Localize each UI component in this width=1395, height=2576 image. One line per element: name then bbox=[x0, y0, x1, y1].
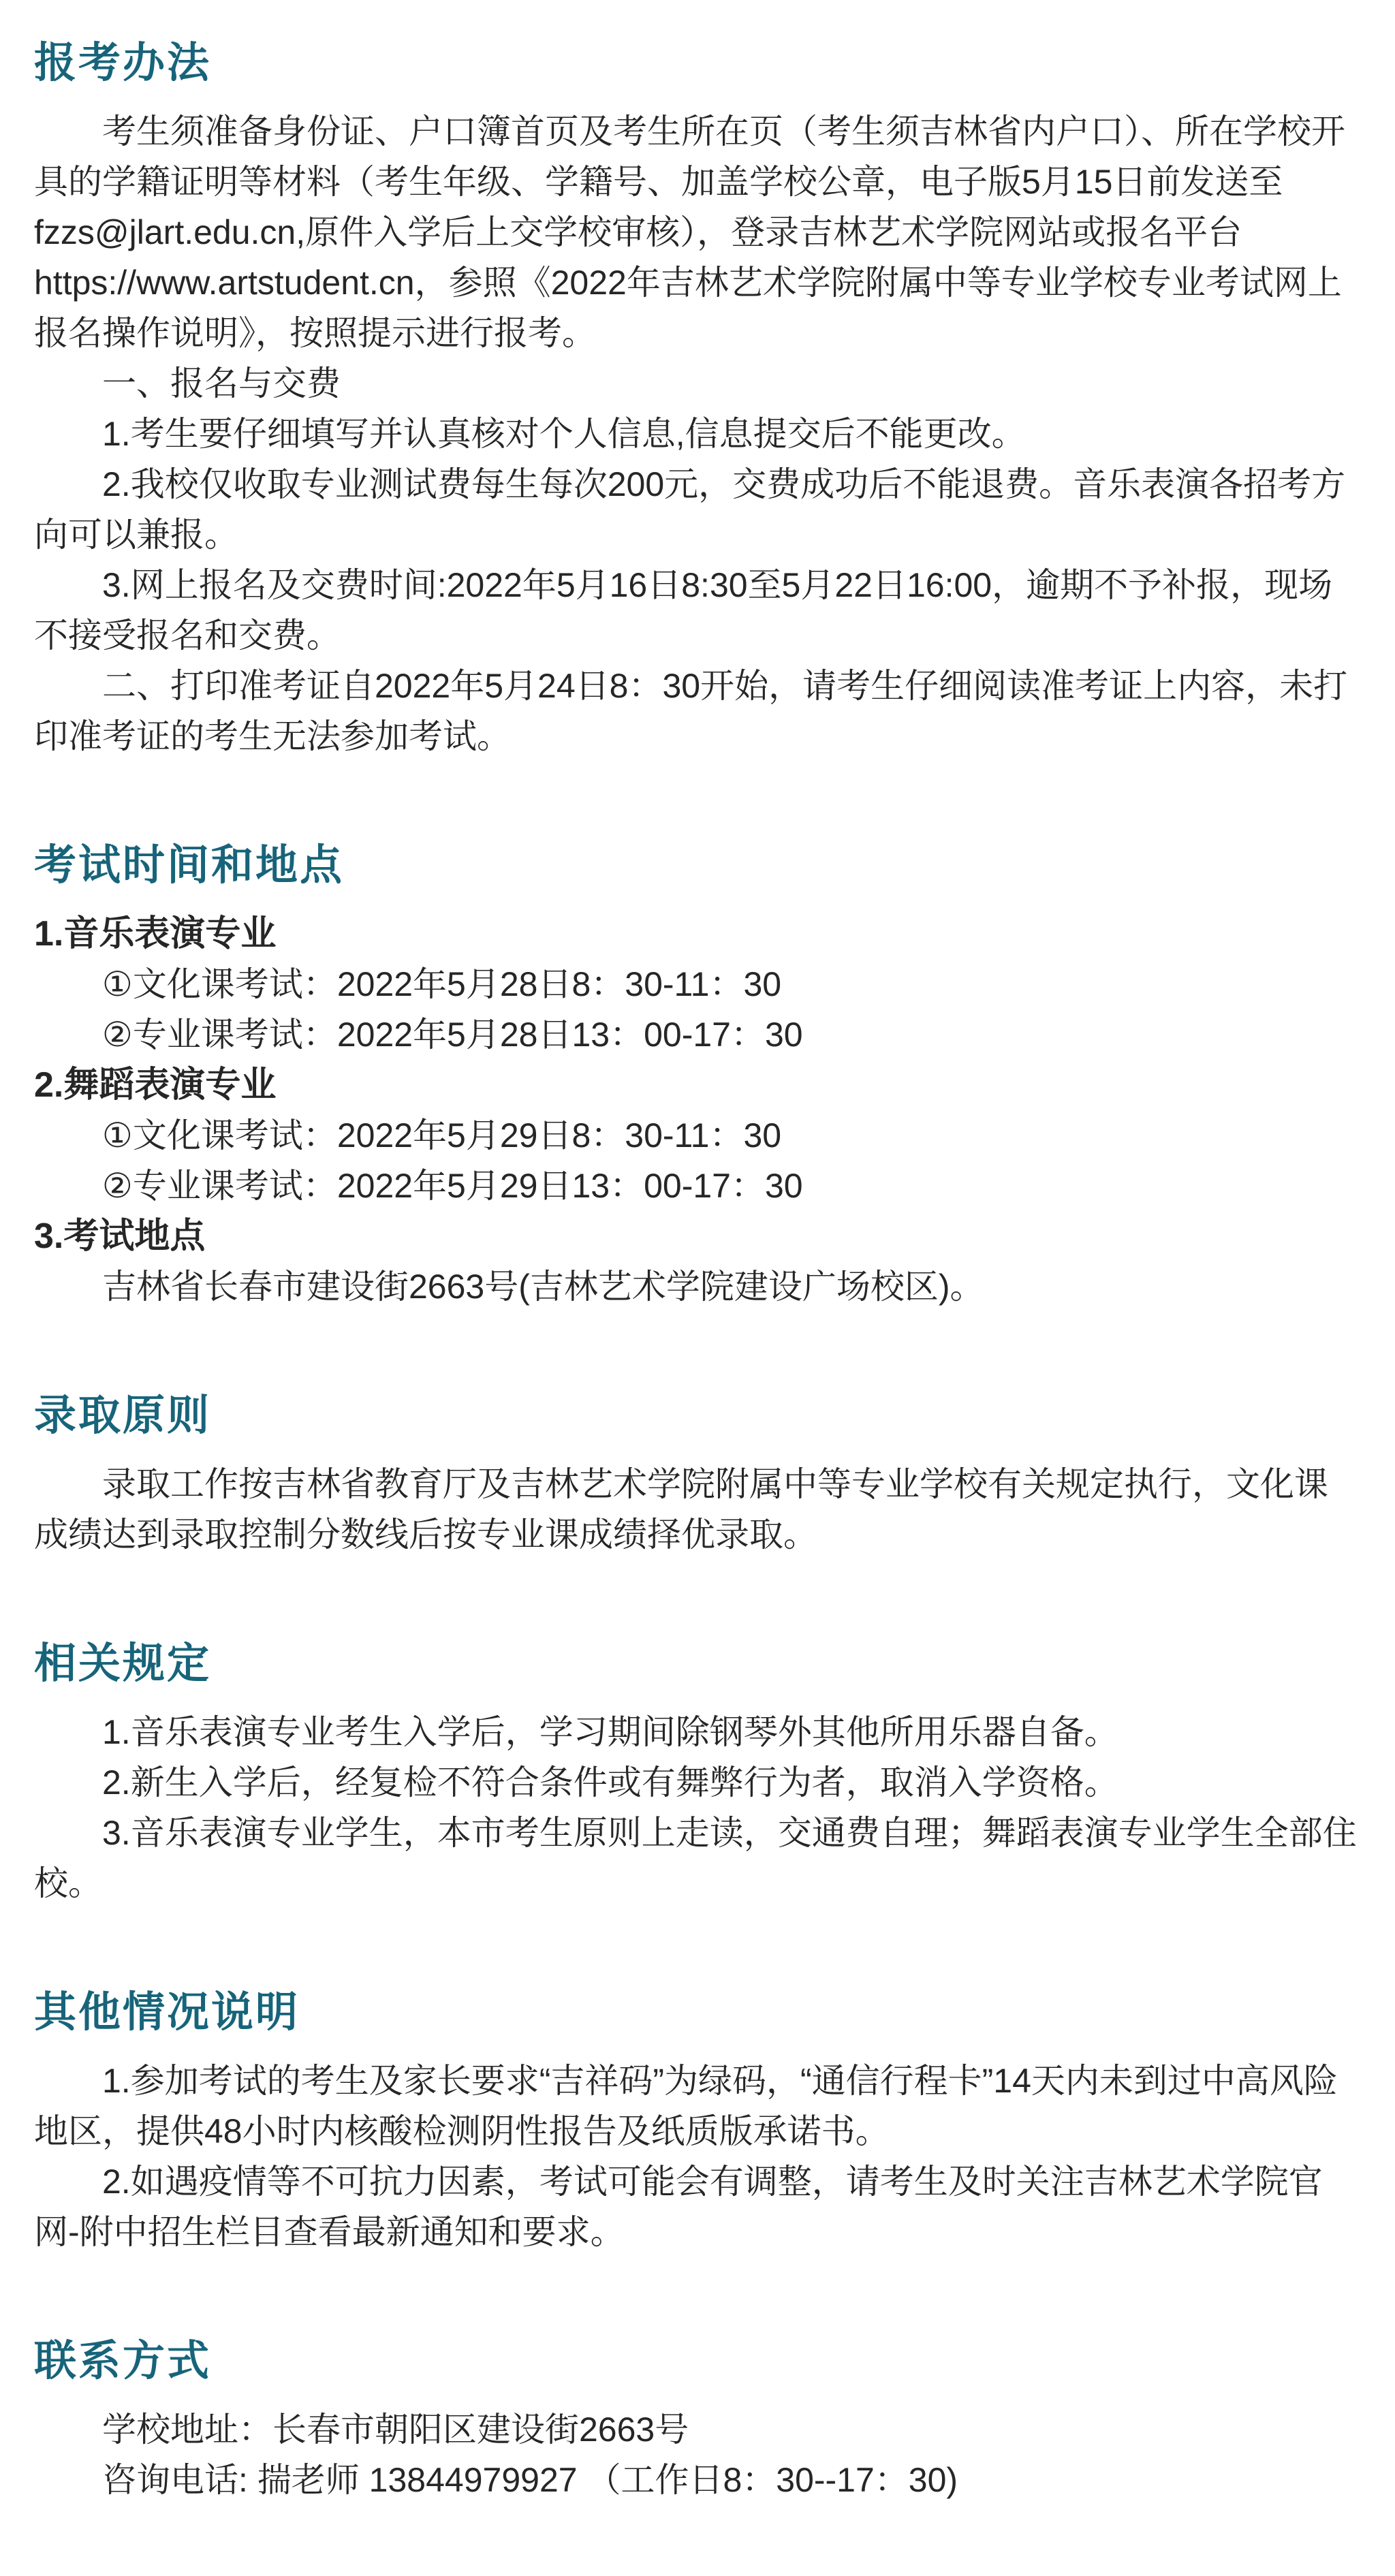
section-heading-exam-time-place: 考试时间和地点 bbox=[34, 842, 345, 889]
section-heading-contact: 联系方式 bbox=[34, 2338, 212, 2385]
list-item-recheck: 2.新生入学后，经复检不符合条件或有舞弊行为者，取消入学资格。 bbox=[102, 1763, 1118, 1802]
section-application-method bbox=[34, 40, 1361, 761]
schedule-item-music-major-exam: ②专业课考试：2022年5月28日13：00-17：30 bbox=[102, 1016, 803, 1054]
list-item-fill-info: 1.考生要仔细填写并认真核对个人信息,信息提交后不能更改。 bbox=[102, 415, 1026, 453]
section-contact bbox=[34, 2338, 1361, 2505]
subheading-registration-payment: 一、报名与交费 bbox=[102, 364, 341, 403]
contact-school-address: 学校地址：长春市朝阳区建设街2663号 bbox=[102, 2410, 689, 2449]
section-heading-related-rules: 相关规定 bbox=[34, 1640, 212, 1687]
section-heading-other-notes: 其他情况说明 bbox=[34, 1989, 300, 2036]
schedule-item-dance-culture-exam: ①文化课考试：2022年5月29日8：30-11：30 bbox=[102, 1116, 782, 1155]
section-other-notes bbox=[34, 1989, 1361, 2257]
list-item-boarding: 3.音乐表演专业学生，本市考生原则上走读，交通费自理；舞蹈表演专业学生全部住校。 bbox=[34, 1814, 1357, 1902]
paragraph-materials: 考生须准备身份证、户口簿首页及考生所在页（考生须吉林省内户口）、所在学校开具的学籍证明等材料（考生年级、学籍号、加盖学校公章，电子版5月15日前发送至fzzs@jlart.edu.cn,原件入学后上交学校审核），登录吉林艺术学院网站或报名平台https://www.artstudent.cn，参照《2022年吉林艺术学院附属中等专业学校专业考试网上报名操作说明》，按照提示进行报考。 bbox=[34, 112, 1345, 352]
list-item-health-code: 1.参加考试的考生及家长要求“吉祥码”为绿码，“通信行程卡”14天内未到过中高风险地区，提供48小时内核酸检测阴性报告及纸质版承诺书。 bbox=[34, 2062, 1338, 2150]
subheading-dance-performance: 2.舞蹈表演专业 bbox=[34, 1065, 277, 1105]
list-item-instruments: 1.音乐表演专业考生入学后，学习期间除钢琴外其他所用乐器自备。 bbox=[102, 1713, 1118, 1751]
section-heading-application-method: 报考办法 bbox=[34, 40, 212, 87]
list-item-epidemic-adjustment: 2.如遇疫情等不可抗力因素，考试可能会有调整，请考生及时关注吉林艺术学院官网-附中招生栏目查看最新通知和要求。 bbox=[34, 2163, 1323, 2251]
list-item-test-fee: 2.我校仅收取专业测试费每生每次200元，交费成功后不能退费。音乐表演各招考方向可以兼报。 bbox=[34, 465, 1346, 554]
list-item-online-time: 3.网上报名及交费时间:2022年5月16日8:30至5月22日16:00，逾期不予补报，现场不接受报名和交费。 bbox=[34, 566, 1333, 655]
section-exam-time-place bbox=[34, 842, 1361, 1312]
paragraph-print-admission-ticket: 二、打印准考证自2022年5月24日8：30开始，请考生仔细阅读准考证上内容，未打印准考证的考生无法参加考试。 bbox=[34, 667, 1348, 755]
section-heading-admission-principles: 录取原则 bbox=[34, 1392, 212, 1439]
subheading-exam-location: 3.考试地点 bbox=[34, 1216, 206, 1256]
section-admission-principles bbox=[34, 1392, 1361, 1560]
paragraph-exam-address: 吉林省长春市建设街2663号(吉林艺术学院建设广场校区)。 bbox=[102, 1268, 984, 1306]
subheading-music-performance: 1.音乐表演专业 bbox=[34, 914, 277, 954]
schedule-item-music-culture-exam: ①文化课考试：2022年5月28日8：30-11：30 bbox=[102, 965, 782, 1003]
section-related-rules bbox=[34, 1640, 1361, 1909]
schedule-item-dance-major-exam: ②专业课考试：2022年5月29日13：00-17：30 bbox=[102, 1167, 803, 1205]
paragraph-admission-policy: 录取工作按吉林省教育厅及吉林艺术学院附属中等专业学校有关规定执行，文化课成绩达到录取控制分数线后按专业课成绩择优录取。 bbox=[34, 1465, 1328, 1554]
contact-phone: 咨询电话: 揣老师 13844979927 （工作日8：30--17：30) bbox=[102, 2461, 958, 2499]
